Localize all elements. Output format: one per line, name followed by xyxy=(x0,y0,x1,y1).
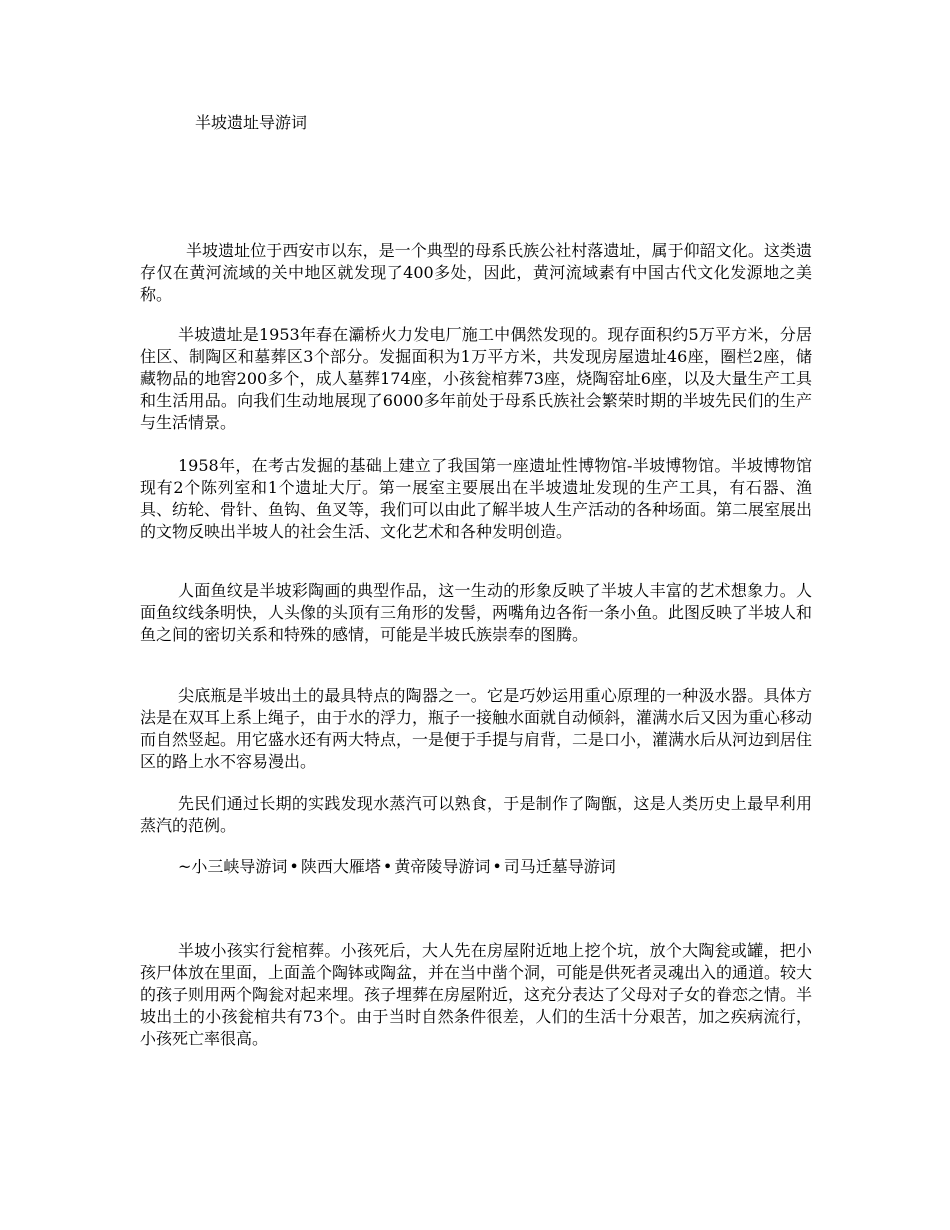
paragraph-fish-pattern: 人面鱼纹是半坡彩陶画的典型作品，这一生动的形象反映了半坡人丰富的艺术想象力。人面鱼纹线条明快，人头像的头顶有三角形的发髻，两嘴角边各衔一条小鱼。此图反映了半坡人和鱼之间的密切关系和特殊的感情，可能是半坡氏族崇奉的图腾。 xyxy=(140,581,813,644)
related-link-simaqian[interactable]: 司马迁墓导游词 xyxy=(503,857,616,876)
link-separator: • xyxy=(492,857,502,876)
paragraph-steamer: 先民们通过长期的实践发现水蒸汽可以熟食，于是制作了陶甑，这是人类历史上最早利用蒸汽的范例。 xyxy=(140,794,812,835)
paragraph-discovery: 半坡遗址是1953年春在灞桥火力发电厂施工中偶然发现的。现存面积约5万平方米，分居住区、制陶区和墓葬区3个部分。发掘面积为1万平方米，共发现房屋遗址46座，圈栏2座，储藏物品的地窖200多个，成人墓葬174座，小孩瓮棺葬73座，烧陶窑址6座，以及大量生产工具和生活用品。向我们生动地展现了6000多年前处于母系氏族社会繁荣时期的半坡先民们的生产与生活情景。 xyxy=(140,325,812,432)
paragraph-museum: 1958年，在考古发掘的基础上建立了我国第一座遗址性博物馆-半坡博物馆。半坡博物馆现有2个陈列室和1个遗址大厅。第一展室主要展出在半坡遗址发现的生产工具，有石器、渔具、纺轮、骨针、鱼钩、鱼叉等，我们可以由此了解半坡人生产活动的各种场面。第二展室展出的文物反映出半坡人的社会生活、文化艺术和各种发明创造。 xyxy=(140,456,813,541)
related-link-huangdiling[interactable]: 黄帝陵导游词 xyxy=(394,857,491,876)
related-links-prefix: ~ xyxy=(178,857,192,876)
paragraph-pointed-bottle: 尖底瓶是半坡出土的最具特点的陶器之一。它是巧妙运用重心原理的一种汲水器。具体方法是在双耳上系上绳子，由于水的浮力，瓶子一接触水面就自动倾斜，灌满水后又因为重心移动而自然竖起。用它盛水还有两大特点，一是便于手提与肩背，二是口小，灌满水后从河边到居住区的路上水不容易漫出。 xyxy=(140,686,813,771)
link-separator: • xyxy=(382,857,393,876)
related-link-xiaosanxia[interactable]: 小三峡导游词 xyxy=(191,857,288,876)
related-links xyxy=(178,856,616,878)
link-separator: • xyxy=(289,857,299,876)
paragraph-urn-burial: 半坡小孩实行瓮棺葬。小孩死后，大人先在房屋附近地上挖个坑，放个大陶瓮或罐，把小孩尸体放在里面，上面盖个陶钵或陶盆，并在当中凿个洞，可能是供死者灵魂出入的通道。较大的孩子则用两个陶瓮对起来埋。孩子埋葬在房屋附近，这充分表达了父母对子女的眷恋之情。半坡出土的小孩瓮棺共有73个。由于当时自然条件很差，人们的生活十分艰苦，加之疾病流行，小孩死亡率很高。 xyxy=(140,941,813,1048)
related-link-dayanta[interactable]: 陕西大雁塔 xyxy=(300,857,381,876)
document-title: 半坡遗址导游词 xyxy=(195,113,308,132)
paragraph-intro: 半坡遗址位于西安市以东，是一个典型的母系氏族公社村落遗址，属于仰韶文化。这类遗存仅在黄河流域的关中地区就发现了400多处，因此，黄河流域素有中国古代文化发源地之美称。 xyxy=(140,241,812,304)
